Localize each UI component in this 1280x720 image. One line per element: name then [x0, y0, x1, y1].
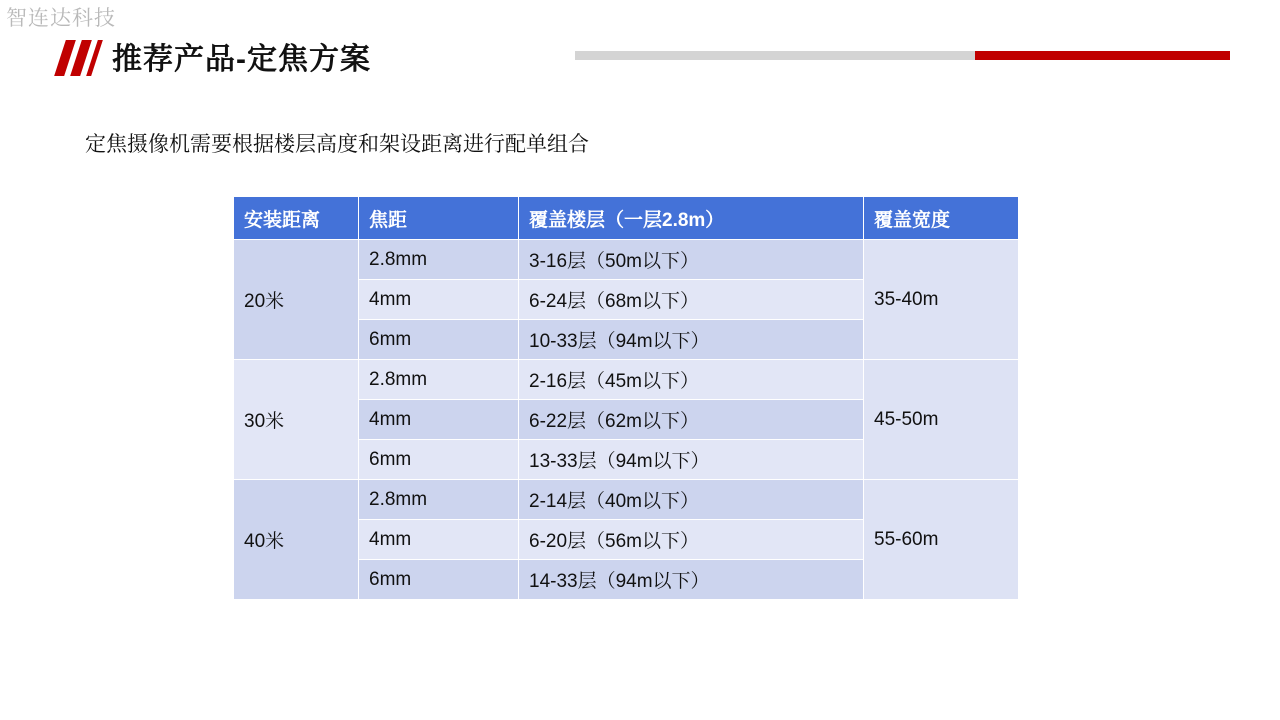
spec-table [233, 196, 1019, 600]
table-row [234, 360, 1019, 400]
cell-distance: 40米 [234, 480, 359, 600]
cell-coverage: 6-22层（62m以下） [519, 400, 864, 440]
cell-focal: 2.8mm [359, 360, 519, 400]
cell-coverage: 6-20层（56m以下） [519, 520, 864, 560]
cell-width: 55-60m [864, 480, 1019, 600]
cell-distance: 20米 [234, 240, 359, 360]
lead-paragraph: 定焦摄像机需要根据楼层高度和架设距离进行配单组合 [85, 133, 589, 156]
company-watermark: 智连达科技 [6, 7, 116, 30]
cell-coverage: 2-16层（45m以下） [519, 360, 864, 400]
cell-coverage: 13-33层（94m以下） [519, 440, 864, 480]
cell-distance: 30米 [234, 360, 359, 480]
cell-focal: 2.8mm [359, 480, 519, 520]
cell-focal: 6mm [359, 320, 519, 360]
cell-focal: 2.8mm [359, 240, 519, 280]
cell-width: 35-40m [864, 240, 1019, 360]
cell-focal: 6mm [359, 440, 519, 480]
header-rule-red [975, 51, 1230, 60]
cell-coverage: 2-14层（40m以下） [519, 480, 864, 520]
title-accent-bars-icon [60, 40, 104, 76]
spec-table-wrapper [233, 196, 1018, 600]
table-row [234, 240, 1019, 280]
page-title: 推荐产品-定焦方案 [112, 43, 371, 76]
slide-header [0, 38, 1280, 82]
cell-focal: 6mm [359, 560, 519, 600]
cell-focal: 4mm [359, 280, 519, 320]
table-row [234, 480, 1019, 520]
column-header-width: 覆盖宽度 [864, 197, 1019, 240]
cell-coverage: 6-24层（68m以下） [519, 280, 864, 320]
cell-width: 45-50m [864, 360, 1019, 480]
table-header-row [234, 197, 1019, 240]
cell-coverage: 14-33层（94m以下） [519, 560, 864, 600]
column-header-focal: 焦距 [359, 197, 519, 240]
cell-focal: 4mm [359, 520, 519, 560]
cell-coverage: 10-33层（94m以下） [519, 320, 864, 360]
cell-focal: 4mm [359, 400, 519, 440]
column-header-distance: 安装距离 [234, 197, 359, 240]
column-header-coverage: 覆盖楼层（一层2.8m） [519, 197, 864, 240]
header-rule-gray [575, 51, 975, 60]
cell-coverage: 3-16层（50m以下） [519, 240, 864, 280]
